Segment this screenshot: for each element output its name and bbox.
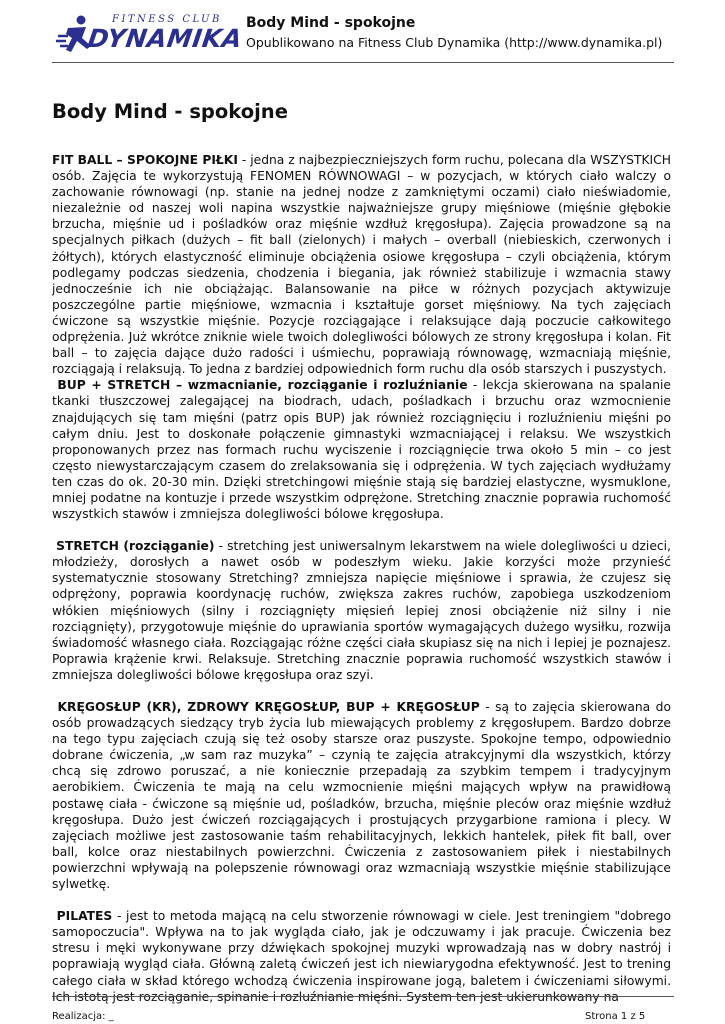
section-text: - jest to metoda mającą na celu stworzenie równowagi w ciele. Jest treningiem "dobrego samopoczucia". Wpływa na to jak wygląda ciało, jak je odczuwamy i jak pracuje. Ćwiczenia bez stresu i męki wykonywane przy dźwiękach spokojnej muzyki wprowadzają nas w dobry nastrój i poprawiają wygląd ciała. Główną zaletą ćwiczeń jest ich niewiarygodna efektywność. Jest to trening całego ciała w skład którego wchodzą ćwiczenia inspirowane jogą, baletem i ćwiczeniami siłowymi. Ich istotą jest rozciąganie, spinanie i rozluźnianie mięśni. System ten jest ukierunkowany na	[52, 909, 671, 1004]
header-subtitle: Opublikowano na Fitness Club Dynamika (http://www.dynamika.pl)	[246, 35, 663, 50]
section-text: - są to zajęcia skierowana do osób prowadzących siedzący tryb życia lub miewających problemy z kręgosłupem. Bardzo dobrze na tego typu zajęciach czują się też osoby starsze oraz puszyste. Spokojne tempo, odpowiednio dobrane ćwiczenia, „w sam raz muzyka” – czynią te zajęcia atrakcyjnymi dla wszystkich, którzy chcą się zdrowo poruszać, a nie koniecznie przepadają za szybkim tempem i tradycyjnym aerobikiem. Ćwiczenia te mają na celu wzmocnienie mięśni mających wpływ na prawidłową postawę ciała - ćwiczone są mięśnie ud, pośladków, brzucha, mięśnie pleców oraz mięśnie wzdłuż kręgosłupa. Dużo jest ćwiczeń rozciągających i prostujących przygarbione ramiona i plecy. W zajęciach możliwe jest zastosowanie taśm rehabilitacyjnych, lekkich hantelek, piłek fit ball, over ball, kolce oraz niestabilnych powierzchni. Ćwiczenia z zastosowaniem piłek i niestabilnych powierzchni wpływają na polepszenie równowagi oraz wzmacniają wszystkie mięśnie stabilizujące sylwetkę.	[52, 700, 671, 892]
section-text: - stretching jest uniwersalnym lekarstwem na wiele dolegliwości u dzieci, młodzieży, dorosłych a nawet osób w podeszłym wieku. Jakie korzyści może przynieść systematycznie stosowany Stretching? zmniejsza napięcie mięśniowe i sprawia, że czujesz się odprężony, poprawia koordynację ruchów, zwiększa zakres ruchów, zapobiega uszkodzeniom włókien mięśniowych (silny i rozciągnięty mięsień lepiej znosi obciążenie niż silny i nie rozciągnięty), przygotowuje mięśnie do uprawiania sportów wymagających dużego wysiłku, rozwija świadomość własnego ciała. Rozciągając różne części ciała skupiasz się na nich i lepiej je poznajesz. Poprawia krążenie krwi. Relaksuje. Stretching znacznie poprawia ruchomość wszystkich stawów i zmniejsza dolegliwości bólowe kręgosłupa oraz szyi.	[52, 539, 671, 682]
logo-dynamika-text: DYNAMIKA	[85, 24, 245, 53]
section-stretch	[52, 538, 671, 683]
article-body	[52, 152, 671, 1004]
section-text: - jedna z najbezpieczniejszych form ruchu, polecana dla WSZYSTKICH osób. Zajęcia te wykorzystują FENOMEN RÓWNOWAGI – w pozycjach, w których ciało walczy o zachowanie równowagi (np. stanie na jednej nodze z zamkniętymi oczami) ciało nieświadomie, niezależnie od naszej woli napina wszystkie najważniejsze grupy mięśniowe (mięśnie głębokie brzucha, mięśnie ud i pośladków oraz mięśnie wzdłuż kręgosłupa). Zajęcia prowadzone są na specjalnych piłkach (dużych – fit ball (zielonych) i małych – overball (niebieskich, czerwonych i żółtych), których elastyczność eliminuje obciążenia osiowe kręgosłupa – czyli obciążenia, którym podlegamy podczas siedzenia, chodzenia i biegania, jak również stabilizuje i wzmacnia stawy jednocześnie ich nie obciążając. Balansowanie na piłce w różnych pozycjach aktywizuje poszczególne partie mięśniowe, wzmacnia i kształtuje gorset mięśniowy. Na tych zajęciach ćwiczone są wszystkie mięśnie. Pozycje rozciągające i relaksujące dają poczucie całkowitego odprężenia. Już wkrótce zniknie wiele twoich dolegliwości bólowych ze strony kręgosłupa i kolan. Fit ball – to zajęcia dające dużo radości i uśmiechu, poprawiają równowagę, wzmacniają mięśnie, rozciągają i relaksują. To jedna z bardziej odpowiednich form ruchu dla osób starszych i puszystych.	[52, 153, 671, 377]
fitness-club-dynamika-logo[interactable]	[52, 14, 245, 60]
section-bup-stretch	[52, 377, 671, 522]
section-text: - lekcja skierowana na spalanie tkanki tłuszczowej zalegającej na biodrach, udach, pośladkach i brzuchu oraz wzmocnienie znajdujących się tam mięśni (patrz opis BUP) jak również rozciągnięciu i rozluźnieniu mięśni po całym dniu. Jest to doskonałe połączenie gimnastyki wzmacniającej i relaksu. We wszystkich proponowanych przez nas formach ruchu wyciszenie i rozciągnięcie trwa około 5 min – co jest często niewystarczającym czasem do zrelaksowania się i odprężenia. W tych zajęciach wydłużamy ten czas do ok. 20-30 min. Dzięki stretchingowi mięśnie stają się bardziej elastyczne, wysmuklone, mniej podatne na kontuzje i przede wszystkim odprężone. Stretching znacznie poprawia ruchomość wszystkich stawów i zmniejsza dolegliwości bólowe kręgosłupa.	[52, 378, 671, 522]
page-title: Body Mind - spokojne	[52, 100, 288, 123]
footer-divider	[52, 996, 674, 997]
section-fit-ball	[52, 152, 671, 377]
section-pilates	[52, 908, 671, 1005]
header-title: Body Mind - spokojne	[246, 15, 416, 31]
section-heading: KRĘGOSŁUP (KR), ZDROWY KRĘGOSŁUP, BUP + KRĘGOSŁUP	[57, 700, 480, 714]
page-header	[52, 12, 674, 58]
section-heading: STRETCH (rozciąganie)	[56, 539, 215, 554]
section-heading: PILATES	[56, 909, 113, 924]
page-number: Strona 1 z 5	[585, 1011, 646, 1022]
section-kregoslup	[52, 699, 671, 892]
header-divider	[52, 62, 674, 63]
logo-fitness-club-text: FITNESS CLUB	[112, 14, 222, 25]
section-heading: BUP + STRETCH – wzmacnianie, rozciąganie i rozluźnianie	[57, 378, 468, 393]
section-heading: FIT BALL – SPOKOJNE PIŁKI	[52, 153, 238, 167]
footer-credits: Realizacja: _	[52, 1011, 114, 1022]
